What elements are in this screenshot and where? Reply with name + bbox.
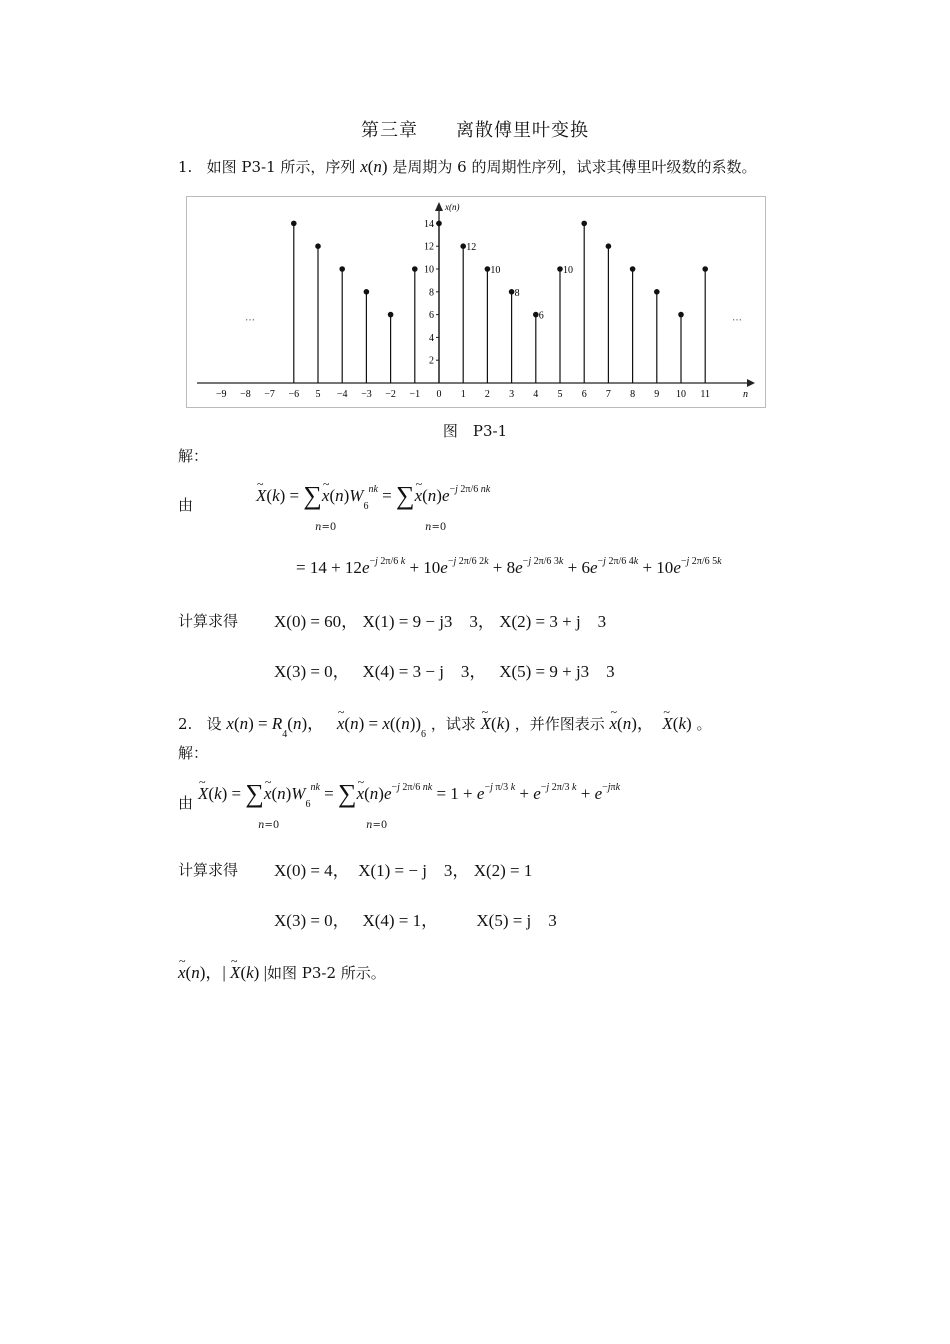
y-tick-label: 14	[424, 218, 434, 230]
x-tick-label: −8	[240, 389, 251, 400]
stem-point	[509, 289, 515, 295]
math-inline: ~ x(n)， ~ X(k)	[609, 714, 691, 733]
stem-point	[388, 312, 394, 318]
data-label: 10	[563, 265, 573, 276]
x-tick-label: 7	[605, 389, 611, 400]
question-text: ，并作图表示	[514, 715, 605, 733]
x-tick-label: −2	[385, 389, 396, 400]
data-label: 10	[490, 265, 501, 276]
final-text: 如图 P3-2 所示。	[266, 964, 386, 982]
left-ellipsis: …	[245, 312, 255, 324]
stem-point	[557, 266, 563, 272]
by-label: 由	[178, 496, 194, 514]
final-line	[178, 958, 386, 983]
stem-point	[606, 243, 612, 249]
question-number: 1.	[178, 158, 193, 176]
question-2	[178, 709, 712, 740]
sum-limit: n=0	[315, 522, 337, 533]
figure-caption: 图 P3-1	[442, 422, 508, 440]
data-label: 8	[514, 287, 520, 299]
math-inline: ~ x(n)，| ~ X(k) |	[178, 963, 267, 982]
stem-point	[364, 289, 370, 295]
y-tick-label: 4	[429, 332, 434, 344]
stem-chart	[187, 197, 765, 407]
right-ellipsis: …	[732, 312, 742, 324]
question-text: 是周期为 6 的周期性序列，试求其傅里叶级数的系数。	[392, 158, 757, 176]
results-row-2	[274, 657, 615, 682]
stem-point	[485, 266, 491, 272]
results-row-1	[274, 856, 532, 881]
question-number: 2.	[178, 715, 193, 733]
stem-point	[460, 243, 466, 249]
formula-dfs-definition: ~ X(k) = ∑~ $x(n)W_6^{nk}$ = ∑~ $x(n)e^{-j 2\pi/6 nk}$	[256, 478, 490, 508]
stem-point	[581, 221, 587, 227]
math-inline: $x(n) = R_4(n)$， ~ $x(n) = x((n))_6$	[226, 714, 426, 733]
stem-point	[436, 221, 442, 227]
formula-dfs-r4: ~ X(k) = ∑~ $x(n)W_6^{nk}$ = ∑~ $x(n)e^{-j 2\pi/6 nk} = 1 + e^{-j \pi/3 k} + e^{-j 2\pi/3 k} + e^{-j\pi k}$	[198, 776, 620, 806]
x-tick-label: 8	[630, 389, 636, 400]
data-label: 12	[466, 242, 477, 254]
y-tick-label: 12	[424, 241, 434, 253]
math-inline: ~ X(k)	[481, 714, 510, 733]
x-tick-label: −4	[336, 389, 348, 400]
x-tick-label: 2	[484, 389, 490, 400]
solution-label: 解：	[178, 447, 209, 465]
computed-label: 计算求得	[178, 861, 239, 879]
x-tick-label: 5	[557, 389, 563, 400]
stem-point	[291, 221, 297, 227]
y-tick-label: 10	[424, 264, 434, 276]
result-x5: X(5) = 9 + j3 3	[499, 662, 615, 681]
x-axis-label: n	[743, 389, 748, 400]
by-label: 由	[178, 794, 194, 812]
stem-point	[412, 266, 418, 272]
x-tick-label: 11	[700, 389, 711, 400]
result-x0: X(0) = 60，	[274, 612, 359, 631]
x-tick-label: −3	[361, 389, 372, 400]
x-tick-label: 1	[460, 389, 466, 400]
question-1	[178, 156, 756, 177]
x-tick-label: −1	[409, 389, 421, 400]
result-x4: X(4) = 3 − j 3，	[362, 662, 487, 681]
y-tick-label: 6	[429, 310, 434, 322]
x-tick-label: 9	[654, 389, 660, 400]
question-text: 如图 P3-1 所示，序列	[206, 158, 356, 176]
y-tick-label: 2	[429, 355, 434, 367]
x-tick-label: 10	[676, 389, 686, 400]
x-tick-label: −9	[215, 389, 227, 400]
x-tick-label: 6	[581, 389, 587, 400]
data-label: 6	[538, 310, 544, 322]
figure-p3-1	[186, 196, 766, 408]
x-tick-label: −7	[264, 389, 275, 400]
y-tick-label: 8	[429, 287, 434, 299]
stem-point	[533, 312, 539, 318]
x-axis-arrow	[747, 379, 755, 387]
results-row-2	[274, 906, 557, 931]
stem-point	[630, 266, 636, 272]
sum-limit: n=0	[425, 522, 447, 533]
x-tick-label: 0	[436, 389, 442, 400]
math-inline: x(n)	[360, 157, 388, 176]
x-tick-label: 3	[509, 389, 515, 400]
question-text: 设	[206, 715, 222, 733]
solution-label: 解：	[178, 744, 209, 762]
result-x1: X(1) = − j 3，	[358, 861, 470, 880]
stem-point	[315, 243, 321, 249]
result-x2: X(2) = 3 + j 3	[499, 612, 607, 631]
result-x5: X(5) = j 3	[476, 911, 557, 930]
result-x2: X(2) = 1	[473, 861, 533, 880]
stem-point	[654, 289, 660, 295]
stem-point	[702, 266, 708, 272]
result-x4: X(4) = 1，	[362, 911, 439, 930]
y-axis-arrow	[435, 202, 443, 211]
x-tick-label: 4	[533, 389, 539, 400]
result-x0: X(0) = 4，	[274, 861, 350, 880]
stem-point	[678, 312, 684, 318]
x-tick-label: 5	[315, 389, 321, 400]
result-x3: X(3) = 0，	[274, 911, 350, 930]
question-text: 。	[696, 715, 712, 733]
stem-point	[339, 266, 345, 272]
sum-limit: n=0	[258, 820, 280, 831]
results-row-1	[274, 607, 606, 632]
result-x1: X(1) = 9 − j3 3，	[362, 612, 495, 631]
question-text: ，试求	[430, 715, 476, 733]
computed-label: 计算求得	[178, 612, 239, 630]
y-axis-label: x(n)	[445, 202, 460, 212]
formula-expansion: = $14 + 12e^{-j 2\pi/6 k} + 10e^{-j 2\pi/6 2k} + 8e^{-j 2\pi/6 3k} + 6e^{-j 2\pi/6 4k} + 10e^{-j 2\pi/6 5k}$	[296, 556, 722, 577]
sum-limit: n=0	[366, 820, 388, 831]
x-tick-label: −6	[288, 389, 300, 400]
page-title: 第三章 离散傅里叶变换	[361, 120, 589, 141]
result-x3: X(3) = 0，	[274, 662, 350, 681]
